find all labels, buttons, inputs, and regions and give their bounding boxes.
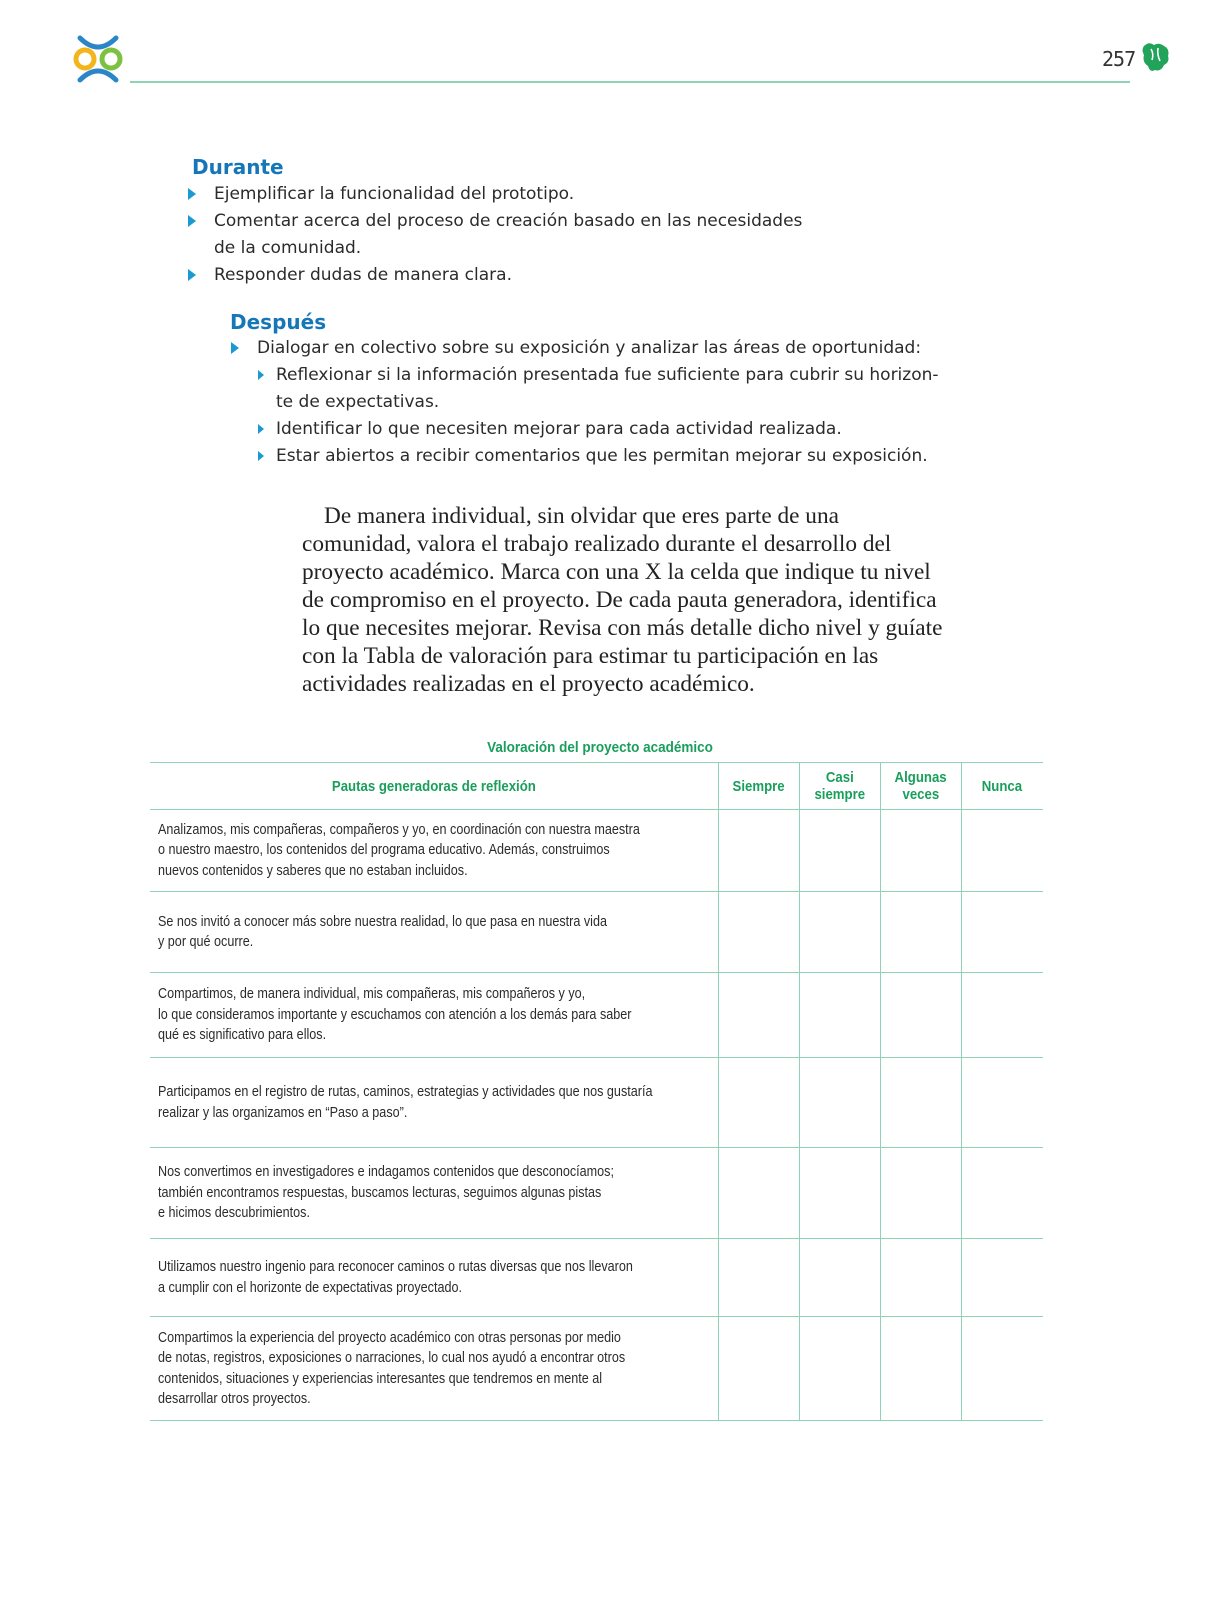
bullet-arrow-icon [231, 342, 239, 354]
table-row [150, 892, 1043, 973]
table-row [150, 810, 1043, 892]
criteria-cell: Analizamos, mis compañeras, compañeros y yo, en coordinación con nuestra maestra o nuestro maestro, los contenidos del programa educativo. Además, construimos nuevos contenidos y saberes que no estaban incluidos. [150, 810, 718, 892]
mark-cell-nunca[interactable] [961, 973, 1043, 1058]
mark-cell-siempre[interactable] [718, 973, 799, 1058]
mark-cell-siempre[interactable] [718, 892, 799, 973]
bullet-arrow-icon [258, 370, 264, 380]
page-number: 257 [1102, 47, 1136, 71]
despues-list [231, 335, 921, 362]
mark-cell-nunca[interactable] [961, 1058, 1043, 1148]
mark-cell-nunca[interactable] [961, 1148, 1043, 1239]
mark-cell-casi-siempre[interactable] [799, 1239, 880, 1317]
table-header-row [150, 763, 1043, 810]
mark-cell-siempre[interactable] [718, 1058, 799, 1148]
header-nunca: Nunca [961, 763, 1043, 810]
criteria-cell: Se nos invitó a conocer más sobre nuestra realidad, lo que pasa en nuestra vida y por qué ocurre. [150, 892, 718, 973]
header-algunas-veces: Algunas veces [880, 763, 961, 810]
assessment-table [150, 762, 1043, 1421]
table-row [150, 1148, 1043, 1239]
despues-sublist [258, 362, 939, 470]
header-rule [130, 81, 1130, 83]
criteria-cell: Compartimos la experiencia del proyecto académico con otras personas por medio de notas, registros, exposiciones o narraciones, lo cual nos ayudó a encontrar otros contenidos, situaciones y experiencias interesantes que tendremos en mente al desarrollar otros proyectos. [150, 1317, 718, 1421]
bullet-arrow-icon [188, 269, 196, 281]
header-criteria: Pautas generadoras de reflexión [150, 763, 718, 810]
green-map-icon [1140, 40, 1172, 74]
header-casi-siempre: Casi siempre [799, 763, 880, 810]
table-row [150, 1239, 1043, 1317]
mark-cell-siempre[interactable] [718, 1317, 799, 1421]
mark-cell-siempre[interactable] [718, 1148, 799, 1239]
list-item: Reflexionar si la información presentada fue suficiente para cubrir su horizon- te de expectativas. [258, 362, 939, 416]
bullet-arrow-icon [188, 188, 196, 200]
mark-cell-algunas-veces[interactable] [880, 1148, 961, 1239]
durante-list [188, 181, 802, 289]
criteria-cell: Utilizamos nuestro ingenio para reconocer caminos o rutas diversas que nos llevaron a cumplir con el horizonte de expectativas proyectado. [150, 1239, 718, 1317]
list-item: Estar abiertos a recibir comentarios que les permitan mejorar su exposición. [258, 443, 939, 470]
list-item: Dialogar en colectivo sobre su exposición y analizar las áreas de oportunidad: [231, 335, 921, 362]
mark-cell-nunca[interactable] [961, 892, 1043, 973]
bullet-arrow-icon [258, 451, 264, 461]
mark-cell-casi-siempre[interactable] [799, 1317, 880, 1421]
mark-cell-casi-siempre[interactable] [799, 1058, 880, 1148]
mark-cell-nunca[interactable] [961, 1317, 1043, 1421]
list-item: Ejemplificar la funcionalidad del prototipo. [188, 181, 802, 208]
mark-cell-casi-siempre[interactable] [799, 810, 880, 892]
list-item: Comentar acerca del proceso de creación basado en las necesidades de la comunidad. [188, 208, 802, 262]
mark-cell-siempre[interactable] [718, 1239, 799, 1317]
section-title-durante: Durante [192, 155, 284, 179]
section-title-despues: Después [230, 310, 327, 334]
table-row [150, 973, 1043, 1058]
list-item: Identificar lo que necesiten mejorar para cada actividad realizada. [258, 416, 939, 443]
mark-cell-algunas-veces[interactable] [880, 1058, 961, 1148]
instructions-paragraph: De manera individual, sin olvidar que eres parte de una comunidad, valora el trabajo realizado durante el desarrollo del proyecto académico. Marca con una X la celda que indique tu nivel de compromiso en el proyecto. De cada pauta generadora, identifica lo que necesites mejorar. Revisa con más detalle dicho nivel y guíate con la Tabla de valoración para estimar tu participación en las actividades realizadas en el proyecto académico. [302, 503, 943, 697]
mark-cell-casi-siempre[interactable] [799, 1148, 880, 1239]
table-row [150, 1317, 1043, 1421]
mark-cell-algunas-veces[interactable] [880, 810, 961, 892]
bullet-arrow-icon [188, 215, 196, 227]
colored-rings-logo-icon [72, 34, 124, 84]
mark-cell-algunas-veces[interactable] [880, 1239, 961, 1317]
criteria-cell: Compartimos, de manera individual, mis compañeras, mis compañeros y yo, lo que consideramos importante y escuchamos con atención a los demás para saber qué es significativo para ellos. [150, 973, 718, 1058]
bullet-arrow-icon [258, 424, 264, 434]
table-row [150, 1058, 1043, 1148]
mark-cell-nunca[interactable] [961, 1239, 1043, 1317]
criteria-cell: Participamos en el registro de rutas, caminos, estrategias y actividades que nos gustaría realizar y las organizamos en “Paso a paso”. [150, 1058, 718, 1148]
list-item: Responder dudas de manera clara. [188, 262, 802, 289]
mark-cell-algunas-veces[interactable] [880, 892, 961, 973]
table-caption: Valoración del proyecto académico [487, 739, 713, 756]
header-siempre: Siempre [718, 763, 799, 810]
mark-cell-algunas-veces[interactable] [880, 1317, 961, 1421]
mark-cell-siempre[interactable] [718, 810, 799, 892]
mark-cell-nunca[interactable] [961, 810, 1043, 892]
mark-cell-casi-siempre[interactable] [799, 973, 880, 1058]
mark-cell-casi-siempre[interactable] [799, 892, 880, 973]
criteria-cell: Nos convertimos en investigadores e indagamos contenidos que desconocíamos; también encontramos respuestas, buscamos lecturas, seguimos algunas pistas e hicimos descubrimientos. [150, 1148, 718, 1239]
mark-cell-algunas-veces[interactable] [880, 973, 961, 1058]
